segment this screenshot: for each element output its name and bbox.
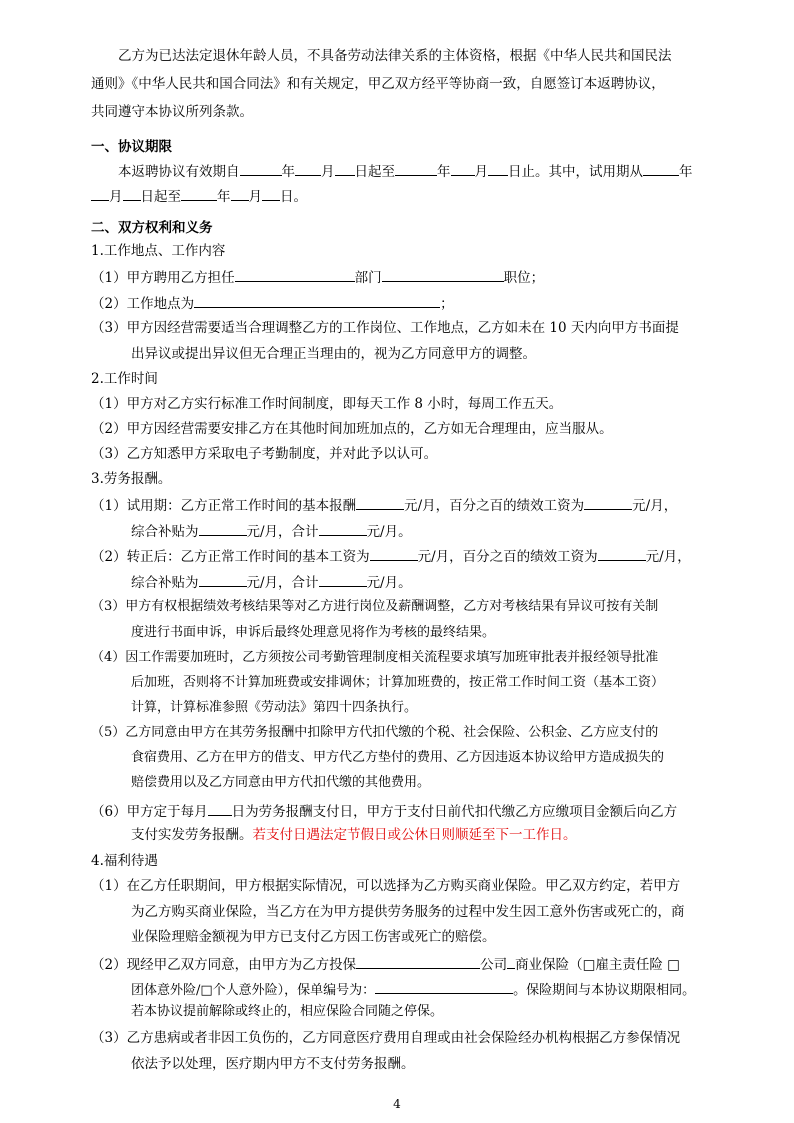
- subsection-title-location: 1.工作地点、工作内容: [91, 243, 226, 259]
- blank-probation-start-day[interactable]: [123, 185, 141, 201]
- blank-start-day[interactable]: [335, 160, 355, 176]
- location-item-3: （3）甲方因经营需要适当合理调整乙方的工作岗位、工作地点，乙方如未在 10 天内向甲方书面提: [91, 320, 679, 336]
- location-item-3-cont: 出异议或提出异议但无合理正当理由的，视为乙方同意甲方的调整。: [131, 346, 536, 362]
- blank-payday[interactable]: [208, 800, 232, 816]
- blank-end-day[interactable]: [488, 160, 508, 176]
- pay-item-6-cont: 支付实发劳务报酬。若支付日遇法定节假日或公休日则顺延至下一工作日。: [131, 827, 577, 843]
- blank-probation-base-pay[interactable]: [356, 494, 404, 510]
- blank-probation-allowance[interactable]: [199, 520, 247, 536]
- blank-probation-end-year[interactable]: [181, 185, 217, 201]
- blank-probation-end-month[interactable]: [231, 185, 249, 201]
- blank-regular-total[interactable]: [319, 571, 367, 587]
- section-heading-rights: 二、双方权利和义务: [91, 220, 213, 236]
- term-line-2: 月 日起至 年 月 日。: [91, 185, 307, 205]
- blank-regular-base-pay[interactable]: [370, 545, 418, 561]
- hours-item-1: （1）甲方对乙方实行标准工作时间制度，即每天工作 8 小时，每周工作五天。: [91, 396, 563, 412]
- subsection-title-hours: 2.工作时间: [91, 371, 158, 387]
- benefits-item-3-cont: 依法予以处理，医疗期内甲方不支付劳务报酬。: [131, 1056, 415, 1072]
- blank-probation-start-month[interactable]: [91, 185, 109, 201]
- subsection-title-benefits: 4.福利待遇: [91, 853, 158, 869]
- pay-item-5-cont-2: 赔偿费用以及乙方同意由甲方代扣代缴的其他费用。: [131, 775, 431, 790]
- pay-item-6: （6）甲方定于每月 日为劳务报酬支付日，甲方于支付日前代扣代缴乙方应缴项目金额后向乙方: [91, 800, 677, 820]
- pay-item-5: （5）乙方同意由甲方在其劳务报酬中扣除甲方代扣代缴的个税、社会保险、公积金、乙方应支付的: [91, 725, 659, 740]
- pay-item-4-cont-1: 后加班，否则将不计算加班费或安排调休；计算加班费的，按正常工作时间工资（基本工资）: [131, 675, 665, 690]
- pay-item-4-cont-2: 计算，计算标准参照《劳动法》第四十四条执行。: [131, 700, 418, 715]
- blank-end-year[interactable]: [395, 160, 437, 176]
- blank-probation-end-day[interactable]: [262, 185, 280, 201]
- blank-regular-allowance[interactable]: [199, 571, 247, 587]
- term-line-1: 本返聘协议有效期自 年 月 日起至 年 月 日止。其中，试用期从 年: [118, 160, 693, 180]
- pay-item-2: （2）转正后：乙方正常工作时间的基本工资为 元/月，百分之百的绩效工资为 元/月，: [91, 545, 691, 565]
- blank-insurer[interactable]: [356, 953, 480, 969]
- blank-end-month[interactable]: [451, 160, 475, 176]
- blank-probation-performance-pay[interactable]: [584, 494, 632, 510]
- pay-item-2-cont: 综合补贴为 元/月，合计 元/月。: [131, 571, 412, 591]
- benefits-item-1-cont-2: 业保险理赔金额视为甲方已支付乙方因工伤害或死亡的赔偿。: [131, 929, 496, 945]
- hours-item-2: （2）甲方因经营需要安排乙方在其他时间加班加点的，乙方如无合理理由，应当服从。: [91, 421, 613, 437]
- intro-line-3: 共同遵守本协议所列条款。: [91, 104, 253, 120]
- hours-item-3: （3）乙方知悉甲方采取电子考勤制度，并对此予以认可。: [91, 446, 438, 462]
- page-number: 4: [393, 1097, 401, 1111]
- subsection-title-pay: 3.劳务报酬。: [91, 471, 172, 487]
- blank-probation-start-year[interactable]: [643, 160, 679, 176]
- section-heading-term: 一、协议期限: [91, 139, 172, 155]
- pay-item-5-cont-1: 食宿费用、乙方在甲方的借支、甲方代乙方垫付的费用、乙方因违返本协议给甲方造成损失的: [131, 750, 665, 765]
- location-item-2: （2）工作地点为 ；: [91, 292, 454, 312]
- location-item-1: （1）甲方聘用乙方担任 部门 职位；: [91, 266, 544, 286]
- pay-item-3-cont: 度进行书面申诉，申诉后最终处理意见将作为考核的最终结果。: [131, 625, 496, 640]
- blank-start-year[interactable]: [240, 160, 282, 176]
- blank-start-month[interactable]: [295, 160, 321, 176]
- intro-line-1: 乙方为已达法定退休年龄人员，不具备劳动法律关系的主体资格，根据《中华人民共和国民法: [118, 48, 672, 64]
- pay-item-4: （4）因工作需要加班时，乙方须按公司考勤管理制度相关流程要求填写加班审批表并报经领导批准: [91, 650, 659, 665]
- benefits-item-2: （2）现经甲乙双方同意，由甲方为乙方投保 公司 商业保险（□雇主责任险 □: [91, 953, 680, 973]
- blank-position[interactable]: [382, 266, 504, 282]
- blank-department[interactable]: [235, 266, 355, 282]
- pay-item-1: （1）试用期：乙方正常工作时间的基本报酬 元/月，百分之百的绩效工资为 元/月，: [91, 494, 677, 514]
- blank-probation-total[interactable]: [319, 520, 367, 536]
- pay-item-1-cont: 综合补贴为 元/月，合计 元/月。: [131, 520, 412, 540]
- benefits-item-2-cont-1: 团体意外险/□个人意外险），保单编号为： 。保险期间与本协议期限相同。: [131, 978, 695, 998]
- intro-line-2: 通则》《中华人民共和国合同法》和有关规定，甲乙双方经平等协商一致，自愿签订本返聘协议，: [91, 76, 665, 92]
- benefits-item-3: （3）乙方患病或者非因工负伤的，乙方同意医疗费用自理或由社会保险经办机构根据乙方参保情况: [91, 1030, 681, 1046]
- blank-policy-number[interactable]: [375, 978, 513, 994]
- blank-regular-performance-pay[interactable]: [598, 545, 646, 561]
- benefits-item-2-cont-2: 若本协议提前解除或终止的，相应保险合同随之停保。: [131, 1004, 444, 1019]
- blank-work-location[interactable]: [194, 292, 440, 308]
- benefits-item-1-cont-1: 为乙方购买商业保险，当乙方在为甲方提供劳务服务的过程中发生因工意外伤害或死亡的，商: [131, 904, 685, 920]
- holiday-deferral-note: 若支付日遇法定节假日或公休日则顺延至下一工作日。: [252, 827, 577, 843]
- pay-item-3: （3）甲方有权根据绩效考核结果等对乙方进行岗位及薪酬调整，乙方对考核结果有异议可按有关制: [91, 599, 659, 614]
- benefits-item-1: （1）在乙方任职期间，甲方根据实际情况，可以选择为乙方购买商业保险。甲乙双方约定，若甲方: [91, 878, 681, 894]
